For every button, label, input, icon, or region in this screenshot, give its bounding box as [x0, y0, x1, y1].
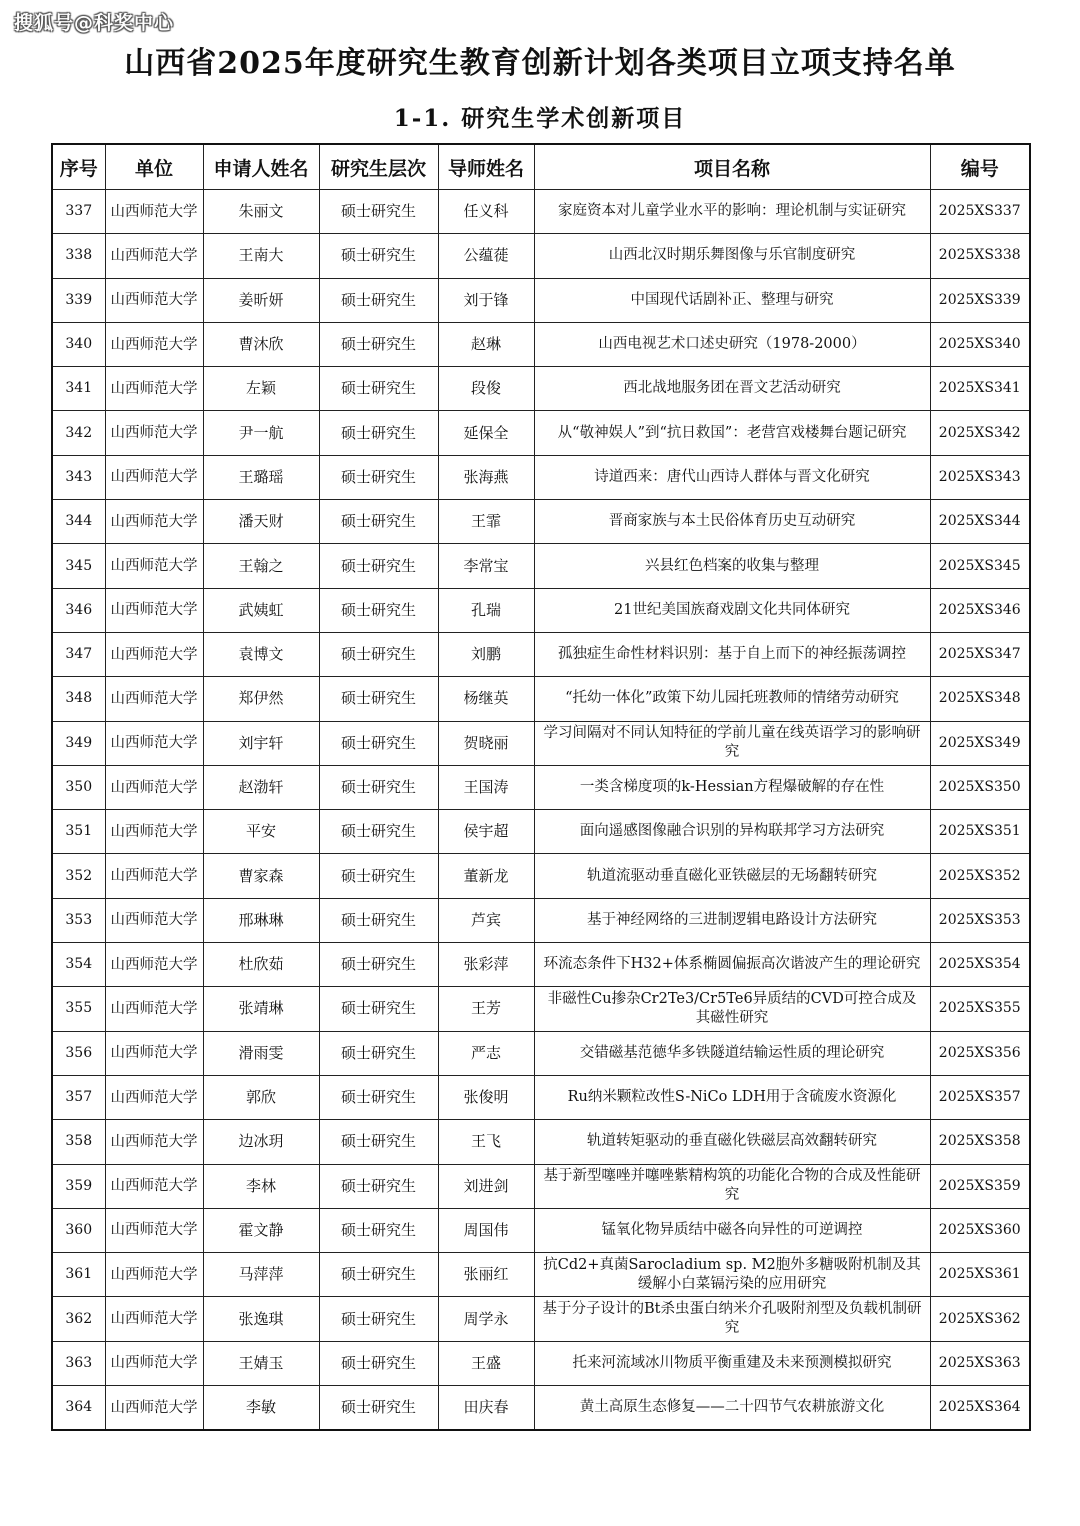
cell-unit: 山西师范大学 — [105, 411, 203, 455]
header-applicant: 申请人姓名 — [203, 144, 319, 190]
cell-advisor: 周国伟 — [438, 1208, 534, 1252]
cell-code: 2025XS364 — [930, 1386, 1030, 1431]
cell-project: 抗Cd2+真菌Sarocladium sp. M2胞外多糖吸附机制及其缓解小白菜镉污染的应用研究 — [534, 1253, 930, 1297]
cell-level: 硕士研究生 — [319, 1297, 438, 1341]
cell-advisor: 李常宝 — [438, 544, 534, 588]
table-row — [52, 190, 1030, 234]
cell-unit: 山西师范大学 — [105, 500, 203, 544]
cell-seq: 353 — [52, 898, 105, 942]
cell-seq: 360 — [52, 1208, 105, 1252]
cell-code: 2025XS354 — [930, 943, 1030, 987]
table-row — [52, 1164, 1030, 1208]
cell-code: 2025XS347 — [930, 632, 1030, 676]
cell-code: 2025XS342 — [930, 411, 1030, 455]
cell-project: 基于分子设计的Bt杀虫蛋白纳米介孔吸附剂型及负载机制研究 — [534, 1297, 930, 1341]
table-row — [52, 943, 1030, 987]
cell-advisor: 杨继英 — [438, 677, 534, 721]
table-row — [52, 455, 1030, 499]
cell-unit: 山西师范大学 — [105, 1031, 203, 1075]
cell-level: 硕士研究生 — [319, 632, 438, 676]
cell-level: 硕士研究生 — [319, 588, 438, 632]
cell-seq: 363 — [52, 1341, 105, 1385]
cell-code: 2025XS352 — [930, 854, 1030, 898]
cell-unit: 山西师范大学 — [105, 854, 203, 898]
cell-advisor: 王飞 — [438, 1120, 534, 1164]
cell-seq: 340 — [52, 322, 105, 366]
cell-project: 交错磁基范德华多铁隧道结输运性质的理论研究 — [534, 1031, 930, 1075]
cell-project: 环流态条件下H32+体系椭圆偏振高次谐波产生的理论研究 — [534, 943, 930, 987]
cell-advisor: 严志 — [438, 1031, 534, 1075]
cell-applicant: 郑伊然 — [203, 677, 319, 721]
cell-advisor: 延保全 — [438, 411, 534, 455]
cell-level: 硕士研究生 — [319, 500, 438, 544]
cell-level: 硕士研究生 — [319, 1253, 438, 1297]
cell-advisor: 王芳 — [438, 987, 534, 1031]
cell-applicant: 张逸琪 — [203, 1297, 319, 1341]
table-header-row — [52, 144, 1030, 190]
cell-advisor: 张丽红 — [438, 1253, 534, 1297]
cell-applicant: 王璐瑶 — [203, 455, 319, 499]
header-project: 项目名称 — [534, 144, 930, 190]
cell-project: 山西北汉时期乐舞图像与乐官制度研究 — [534, 234, 930, 278]
cell-unit: 山西师范大学 — [105, 1341, 203, 1385]
cell-applicant: 边冰玥 — [203, 1120, 319, 1164]
cell-unit: 山西师范大学 — [105, 810, 203, 854]
cell-level: 硕士研究生 — [319, 1341, 438, 1385]
cell-project: 锰氧化物异质结中磁各向异性的可逆调控 — [534, 1208, 930, 1252]
cell-unit: 山西师范大学 — [105, 1208, 203, 1252]
cell-project: 晋商家族与本土民俗体育历史互动研究 — [534, 500, 930, 544]
cell-level: 硕士研究生 — [319, 677, 438, 721]
table-row — [52, 1208, 1030, 1252]
cell-applicant: 平安 — [203, 810, 319, 854]
cell-level: 硕士研究生 — [319, 455, 438, 499]
cell-advisor: 任义科 — [438, 190, 534, 234]
cell-project: 诗道西来：唐代山西诗人群体与晋文化研究 — [534, 455, 930, 499]
table-row — [52, 854, 1030, 898]
cell-applicant: 曹沐欣 — [203, 322, 319, 366]
cell-level: 硕士研究生 — [319, 1208, 438, 1252]
cell-seq: 345 — [52, 544, 105, 588]
cell-applicant: 曹家森 — [203, 854, 319, 898]
cell-code: 2025XS345 — [930, 544, 1030, 588]
cell-seq: 341 — [52, 367, 105, 411]
cell-level: 硕士研究生 — [319, 411, 438, 455]
cell-applicant: 滑雨雯 — [203, 1031, 319, 1075]
cell-level: 硕士研究生 — [319, 1386, 438, 1431]
cell-applicant: 李林 — [203, 1164, 319, 1208]
cell-applicant: 潘天财 — [203, 500, 319, 544]
header-code: 编号 — [930, 144, 1030, 190]
document-title: 山西省2025年度研究生教育创新计划各类项目立项支持名单 — [124, 46, 956, 81]
cell-code: 2025XS348 — [930, 677, 1030, 721]
cell-advisor: 王霏 — [438, 500, 534, 544]
cell-seq: 364 — [52, 1386, 105, 1431]
cell-advisor: 张彩萍 — [438, 943, 534, 987]
cell-applicant: 郭欣 — [203, 1075, 319, 1119]
project-table — [51, 143, 1031, 1431]
table-row — [52, 1120, 1030, 1164]
table-row — [52, 234, 1030, 278]
cell-code: 2025XS361 — [930, 1253, 1030, 1297]
cell-applicant: 朱丽文 — [203, 190, 319, 234]
cell-advisor: 刘于锋 — [438, 278, 534, 322]
cell-code: 2025XS339 — [930, 278, 1030, 322]
cell-applicant: 武姨虹 — [203, 588, 319, 632]
cell-project: 21世纪美国族裔戏剧文化共同体研究 — [534, 588, 930, 632]
cell-advisor: 刘鹏 — [438, 632, 534, 676]
cell-unit: 山西师范大学 — [105, 632, 203, 676]
cell-seq: 337 — [52, 190, 105, 234]
cell-project: 非磁性Cu掺杂Cr2Te3/Cr5Te6异质结的CVD可控合成及其磁性研究 — [534, 987, 930, 1031]
cell-project: 学习间隔对不同认知特征的学前儿童在线英语学习的影响研究 — [534, 721, 930, 765]
cell-level: 硕士研究生 — [319, 190, 438, 234]
cell-level: 硕士研究生 — [319, 898, 438, 942]
cell-applicant: 张靖琳 — [203, 987, 319, 1031]
cell-seq: 352 — [52, 854, 105, 898]
cell-level: 硕士研究生 — [319, 721, 438, 765]
cell-advisor: 张海燕 — [438, 455, 534, 499]
cell-seq: 348 — [52, 677, 105, 721]
cell-seq: 359 — [52, 1164, 105, 1208]
cell-project: 家庭资本对儿童学业水平的影响：理论机制与实证研究 — [534, 190, 930, 234]
cell-unit: 山西师范大学 — [105, 544, 203, 588]
cell-seq: 343 — [52, 455, 105, 499]
cell-seq: 356 — [52, 1031, 105, 1075]
cell-level: 硕士研究生 — [319, 1164, 438, 1208]
cell-seq: 358 — [52, 1120, 105, 1164]
table-body — [52, 190, 1030, 1431]
header-level: 研究生层次 — [319, 144, 438, 190]
cell-project: 从“敬神娱人”到“抗日救国”：老营宫戏楼舞台题记研究 — [534, 411, 930, 455]
cell-advisor: 周学永 — [438, 1297, 534, 1341]
cell-project: 一类含梯度项的k-Hessian方程爆破解的存在性 — [534, 765, 930, 809]
table-row — [52, 1341, 1030, 1385]
cell-code: 2025XS346 — [930, 588, 1030, 632]
cell-applicant: 霍文静 — [203, 1208, 319, 1252]
cell-unit: 山西师范大学 — [105, 1164, 203, 1208]
cell-code: 2025XS351 — [930, 810, 1030, 854]
cell-applicant: 王翰之 — [203, 544, 319, 588]
cell-seq: 342 — [52, 411, 105, 455]
table-row — [52, 411, 1030, 455]
cell-unit: 山西师范大学 — [105, 898, 203, 942]
cell-advisor: 侯宇超 — [438, 810, 534, 854]
cell-unit: 山西师范大学 — [105, 943, 203, 987]
cell-code: 2025XS357 — [930, 1075, 1030, 1119]
table-row — [52, 677, 1030, 721]
cell-seq: 346 — [52, 588, 105, 632]
cell-level: 硕士研究生 — [319, 367, 438, 411]
header-unit: 单位 — [105, 144, 203, 190]
cell-code: 2025XS360 — [930, 1208, 1030, 1252]
cell-code: 2025XS363 — [930, 1341, 1030, 1385]
cell-seq: 347 — [52, 632, 105, 676]
cell-applicant: 赵渤轩 — [203, 765, 319, 809]
table-row — [52, 810, 1030, 854]
cell-code: 2025XS344 — [930, 500, 1030, 544]
header-seq: 序号 — [52, 144, 105, 190]
cell-advisor: 孔瑞 — [438, 588, 534, 632]
cell-advisor: 王国涛 — [438, 765, 534, 809]
cell-level: 硕士研究生 — [319, 1075, 438, 1119]
cell-level: 硕士研究生 — [319, 544, 438, 588]
cell-code: 2025XS343 — [930, 455, 1030, 499]
table-row — [52, 987, 1030, 1031]
cell-level: 硕士研究生 — [319, 854, 438, 898]
cell-project: 面向遥感图像融合识别的异构联邦学习方法研究 — [534, 810, 930, 854]
cell-code: 2025XS359 — [930, 1164, 1030, 1208]
cell-seq: 344 — [52, 500, 105, 544]
cell-unit: 山西师范大学 — [105, 677, 203, 721]
cell-seq: 362 — [52, 1297, 105, 1341]
cell-unit: 山西师范大学 — [105, 1297, 203, 1341]
cell-code: 2025XS358 — [930, 1120, 1030, 1164]
cell-code: 2025XS349 — [930, 721, 1030, 765]
cell-seq: 349 — [52, 721, 105, 765]
cell-advisor: 赵琳 — [438, 322, 534, 366]
cell-seq: 357 — [52, 1075, 105, 1119]
cell-project: 中国现代话剧补正、整理与研究 — [534, 278, 930, 322]
cell-applicant: 马萍萍 — [203, 1253, 319, 1297]
cell-applicant: 邢琳琳 — [203, 898, 319, 942]
table-row — [52, 500, 1030, 544]
cell-level: 硕士研究生 — [319, 943, 438, 987]
cell-unit: 山西师范大学 — [105, 1075, 203, 1119]
table-row — [52, 544, 1030, 588]
cell-code: 2025XS362 — [930, 1297, 1030, 1341]
cell-code: 2025XS350 — [930, 765, 1030, 809]
cell-level: 硕士研究生 — [319, 1120, 438, 1164]
table-row — [52, 765, 1030, 809]
table-row — [52, 1386, 1030, 1431]
cell-unit: 山西师范大学 — [105, 1386, 203, 1431]
cell-level: 硕士研究生 — [319, 987, 438, 1031]
cell-unit: 山西师范大学 — [105, 455, 203, 499]
document-subtitle: 1-1. 研究生学术创新项目 — [393, 105, 687, 132]
header-advisor: 导师姓名 — [438, 144, 534, 190]
table-row — [52, 1075, 1030, 1119]
cell-unit: 山西师范大学 — [105, 234, 203, 278]
cell-seq: 350 — [52, 765, 105, 809]
table-row — [52, 721, 1030, 765]
cell-code: 2025XS338 — [930, 234, 1030, 278]
cell-applicant: 刘宇轩 — [203, 721, 319, 765]
cell-unit: 山西师范大学 — [105, 721, 203, 765]
cell-unit: 山西师范大学 — [105, 190, 203, 234]
cell-advisor: 芦宾 — [438, 898, 534, 942]
cell-advisor: 张俊明 — [438, 1075, 534, 1119]
cell-code: 2025XS340 — [930, 322, 1030, 366]
cell-seq: 354 — [52, 943, 105, 987]
cell-unit: 山西师范大学 — [105, 278, 203, 322]
cell-advisor: 刘进剑 — [438, 1164, 534, 1208]
table-row — [52, 1297, 1030, 1341]
cell-level: 硕士研究生 — [319, 278, 438, 322]
cell-level: 硕士研究生 — [319, 234, 438, 278]
cell-project: 西北战地服务团在晋文艺活动研究 — [534, 367, 930, 411]
cell-unit: 山西师范大学 — [105, 987, 203, 1031]
cell-unit: 山西师范大学 — [105, 765, 203, 809]
table-row — [52, 898, 1030, 942]
cell-applicant: 尹一航 — [203, 411, 319, 455]
table-row — [52, 588, 1030, 632]
cell-advisor: 公蕴蓰 — [438, 234, 534, 278]
cell-seq: 355 — [52, 987, 105, 1031]
cell-unit: 山西师范大学 — [105, 1120, 203, 1164]
cell-unit: 山西师范大学 — [105, 322, 203, 366]
cell-seq: 339 — [52, 278, 105, 322]
cell-advisor: 董新龙 — [438, 854, 534, 898]
cell-project: 基于新型噻唑并噻唑紫精构筑的功能化合物的合成及性能研究 — [534, 1164, 930, 1208]
cell-project: Ru纳米颗粒改性S-NiCo LDH用于含硫废水资源化 — [534, 1075, 930, 1119]
cell-level: 硕士研究生 — [319, 1031, 438, 1075]
cell-applicant: 王婧玉 — [203, 1341, 319, 1385]
cell-code: 2025XS356 — [930, 1031, 1030, 1075]
table-row — [52, 1253, 1030, 1297]
cell-applicant: 姜昕妍 — [203, 278, 319, 322]
cell-level: 硕士研究生 — [319, 322, 438, 366]
cell-project: 兴县红色档案的收集与整理 — [534, 544, 930, 588]
table-row — [52, 1031, 1030, 1075]
cell-advisor: 田庆春 — [438, 1386, 534, 1431]
cell-seq: 361 — [52, 1253, 105, 1297]
cell-applicant: 左颖 — [203, 367, 319, 411]
cell-code: 2025XS341 — [930, 367, 1030, 411]
cell-level: 硕士研究生 — [319, 765, 438, 809]
table-row — [52, 632, 1030, 676]
cell-applicant: 王南大 — [203, 234, 319, 278]
table-row — [52, 367, 1030, 411]
cell-project: 轨道转矩驱动的垂直磁化铁磁层高效翻转研究 — [534, 1120, 930, 1164]
cell-applicant: 李敏 — [203, 1386, 319, 1431]
cell-project: 基于神经网络的三进制逻辑电路设计方法研究 — [534, 898, 930, 942]
table-row — [52, 278, 1030, 322]
cell-advisor: 贺晓丽 — [438, 721, 534, 765]
cell-project: 托来河流域冰川物质平衡重建及未来预测模拟研究 — [534, 1341, 930, 1385]
cell-applicant: 杜欣茹 — [203, 943, 319, 987]
cell-unit: 山西师范大学 — [105, 588, 203, 632]
cell-code: 2025XS337 — [930, 190, 1030, 234]
cell-project: 黄土高原生态修复——二十四节气农耕旅游文化 — [534, 1386, 930, 1431]
cell-project: 山西电视艺术口述史研究（1978-2000） — [534, 322, 930, 366]
cell-code: 2025XS353 — [930, 898, 1030, 942]
cell-level: 硕士研究生 — [319, 810, 438, 854]
watermark-text: 搜狐号@科奖中心 — [14, 12, 175, 34]
cell-project: 孤独症生命性材料识别：基于自上而下的神经振荡调控 — [534, 632, 930, 676]
cell-project: “托幼一体化”政策下幼儿园托班教师的情绪劳动研究 — [534, 677, 930, 721]
cell-unit: 山西师范大学 — [105, 1253, 203, 1297]
table-row — [52, 322, 1030, 366]
cell-advisor: 王盛 — [438, 1341, 534, 1385]
cell-applicant: 袁博文 — [203, 632, 319, 676]
cell-advisor: 段俊 — [438, 367, 534, 411]
cell-unit: 山西师范大学 — [105, 367, 203, 411]
cell-code: 2025XS355 — [930, 987, 1030, 1031]
cell-project: 轨道流驱动垂直磁化亚铁磁层的无场翻转研究 — [534, 854, 930, 898]
cell-seq: 338 — [52, 234, 105, 278]
cell-seq: 351 — [52, 810, 105, 854]
